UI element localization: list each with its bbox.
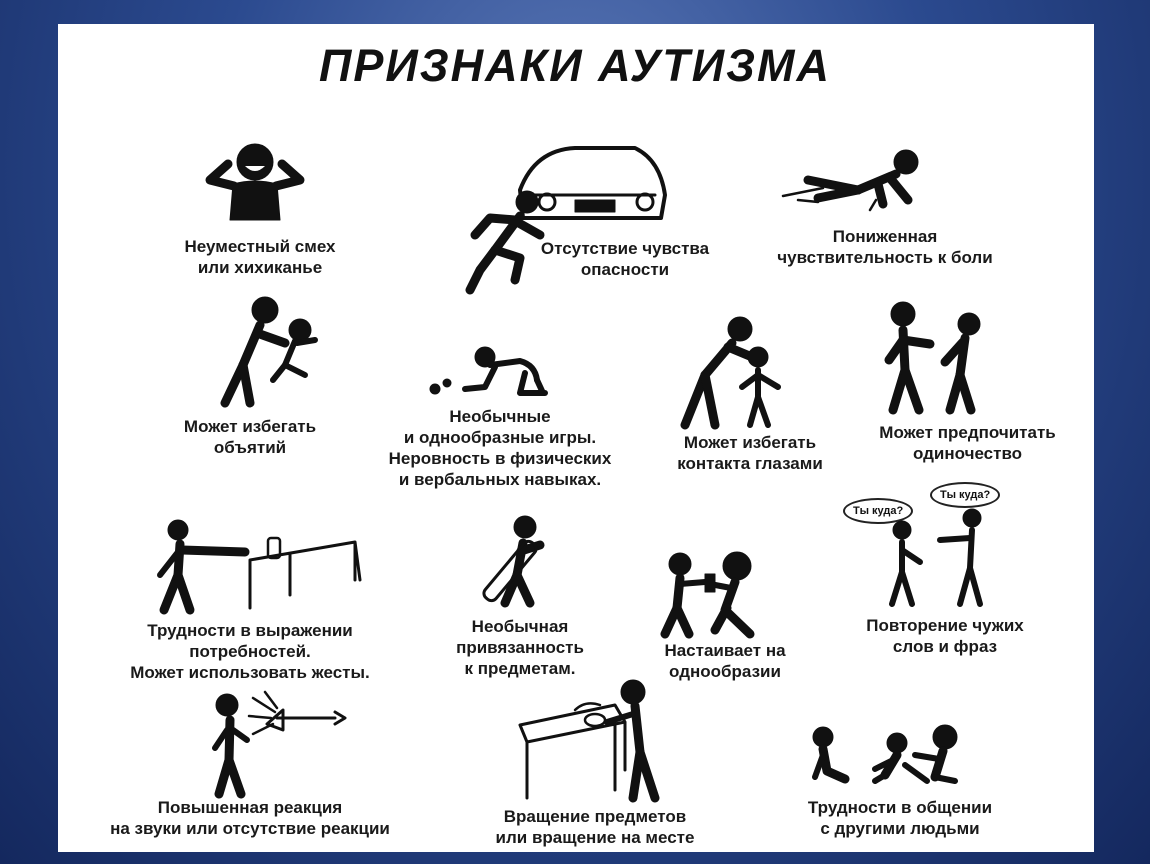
sign-caption-solitude: Может предпочитать одиночество [879,423,1056,463]
page-title: ПРИЗНАКИ АУТИЗМА [318,40,832,91]
falling-person-icon [778,140,928,220]
social-difficulty-icon [805,725,975,785]
sign-caption-sameness: Настаивает на однообразии [664,641,786,681]
running-from-car-icon [465,140,675,300]
sign-caption-games: Необычные и однообразные игры. Неровность в физических и вербальных навыках. [388,407,612,489]
speech-bubble-left: Ты куда? [843,498,913,524]
sign-caption-eye-contact: Может избегать контакта глазами [677,433,823,473]
sign-caption-spinning: Вращение предметов или вращение на месте [495,807,695,847]
sign-caption-sounds: Повышенная реакция на звуки или отсутствие реакции [110,798,390,838]
laughing-person-icon [200,140,310,220]
holding-object-icon [485,515,575,605]
speech-bubble-right: Ты куда? [930,482,1000,508]
sign-caption-gestures: Трудности в выражении потребностей. Может использовать жесты. [130,621,370,682]
sign-caption-laugh: Неуместный смех или хихиканье [184,237,336,277]
sign-caption-social: Трудности в общении с другими людьми [807,798,993,838]
sign-caption-echolalia: Повторение чужих слов и фраз [866,616,1024,656]
trumpet-sound-icon [205,690,355,795]
sign-caption-pain: Пониженная чувствительность к боли [777,227,993,267]
spinning-object-icon [515,680,675,800]
eye-contact-icon [670,315,800,430]
insisting-icon [655,550,765,635]
sign-caption-hugs: Может избегать объятий [183,417,317,457]
avoiding-hug-icon [205,295,325,405]
pointing-gesture-icon [150,520,370,610]
sign-caption-danger: Отсутствие чувства опасности [540,239,710,279]
echolalia-icon [880,510,1000,605]
crawling-child-icon [425,345,565,405]
solitude-icon [875,300,1000,415]
sign-caption-attachment: Необычная привязанность к предметам. [456,617,584,678]
